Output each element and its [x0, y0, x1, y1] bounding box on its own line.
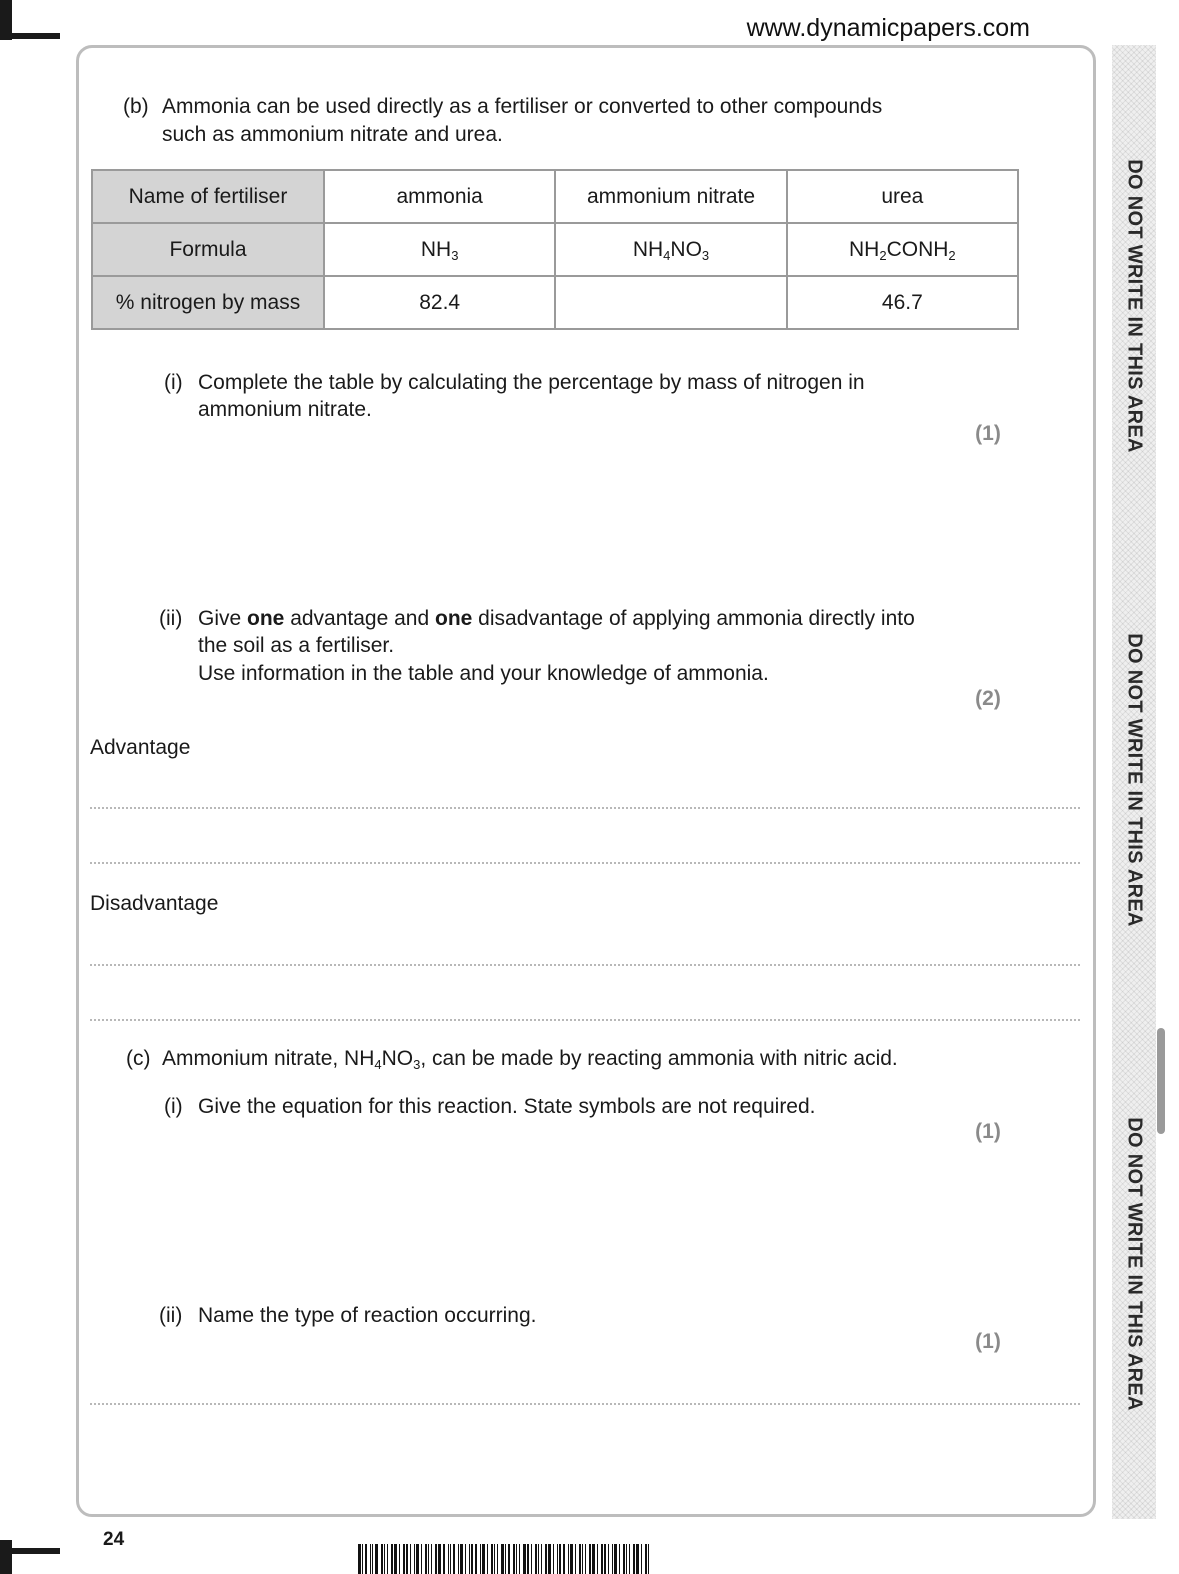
- barcode-bar: [516, 1544, 517, 1574]
- q-b-i-line1: Complete the table by calculating the percentage by mass of nitrogen in: [198, 371, 865, 394]
- barcode-bar: [541, 1544, 542, 1574]
- barcode-bar: [365, 1544, 367, 1574]
- q-b-ii-label: (ii): [159, 607, 183, 630]
- barcode-bar: [563, 1544, 565, 1574]
- barcode-bar: [450, 1544, 451, 1574]
- margin-warning-3: DO NOT WRITE IN THIS AREA: [1123, 1117, 1146, 1411]
- table-row-formula: [92, 223, 1018, 276]
- page-number: 24: [103, 1529, 125, 1550]
- barcode-bar: [559, 1544, 561, 1574]
- barcode: [358, 1544, 813, 1574]
- edge-marker-bottom: [0, 1540, 12, 1574]
- barcode-bar: [557, 1544, 558, 1574]
- barcode-bar: [387, 1544, 388, 1574]
- barcode-bar: [491, 1544, 493, 1574]
- barcode-bar: [626, 1544, 627, 1574]
- barcode-bar: [497, 1544, 498, 1574]
- q-b-i-line2: ammonium nitrate.: [198, 398, 372, 421]
- barcode-bar: [399, 1544, 400, 1574]
- barcode-bar: [453, 1544, 455, 1574]
- cell-formula-urea: $NH_2CONH_2$: [787, 223, 1018, 276]
- part-c-intro: Ammonium nitrate, $NH_4NO_3$, can be made by reacting ammonia with nitric acid.: [162, 1047, 898, 1072]
- barcode-bar: [545, 1544, 547, 1574]
- cell-name-ammonia: ammonia: [324, 170, 555, 223]
- barcode-bar: [508, 1544, 510, 1574]
- disadvantage-answer-line-2[interactable]: [90, 1019, 1080, 1021]
- part-b-intro-line1: Ammonia can be used directly as a fertiliser or converted to other compounds: [162, 95, 883, 118]
- cell-formula-ammonia: $NH_3$: [324, 223, 555, 276]
- barcode-bar: [608, 1544, 609, 1574]
- barcode-bar: [623, 1544, 625, 1574]
- barcode-bar: [425, 1544, 427, 1574]
- barcode-bar: [358, 1544, 361, 1574]
- barcode-bar: [582, 1544, 583, 1574]
- q-c-i-label: (i): [164, 1095, 183, 1118]
- barcode-bar: [614, 1544, 617, 1574]
- edge-tick-top: [0, 33, 60, 39]
- barcode-bar: [648, 1544, 649, 1574]
- barcode-bar: [501, 1544, 504, 1574]
- scrollbar-thumb[interactable]: [1157, 1028, 1165, 1134]
- barcode-bar: [416, 1544, 419, 1574]
- barcode-bar: [619, 1544, 620, 1574]
- barcode-bar: [435, 1544, 437, 1574]
- part-c-label: (c): [126, 1047, 151, 1070]
- q-c-i-marks: (1): [975, 1120, 1001, 1143]
- barcode-bar: [494, 1544, 495, 1574]
- barcode-bar: [370, 1544, 371, 1574]
- part-b-label: (b): [123, 95, 149, 118]
- barcode-bar: [592, 1544, 595, 1574]
- barcode-bar: [480, 1544, 481, 1574]
- barcode-bar: [421, 1544, 422, 1574]
- barcode-bar: [458, 1544, 459, 1574]
- barcode-bar: [538, 1544, 539, 1574]
- advantage-answer-line-1[interactable]: [90, 807, 1080, 809]
- margin-warning-1: DO NOT WRITE IN THIS AREA: [1123, 159, 1146, 453]
- q-b-ii-line1: Give one advantage and one disadvantage of applying ammonia directly into: [198, 607, 915, 630]
- site-url[interactable]: www.dynamicpapers.com: [746, 14, 1030, 42]
- barcode-bar: [375, 1544, 378, 1574]
- barcode-bar: [589, 1544, 591, 1574]
- q-c-ii-marks: (1): [975, 1330, 1001, 1353]
- cell-percent-urea: 46.7: [787, 276, 1018, 329]
- barcode-bar: [513, 1544, 515, 1574]
- barcode-bar: [570, 1544, 573, 1574]
- barcode-bar: [471, 1544, 473, 1574]
- q-b-ii-marks: (2): [975, 687, 1001, 710]
- barcode-bar: [394, 1544, 397, 1574]
- barcode-bar: [568, 1544, 569, 1574]
- barcode-bar: [465, 1544, 466, 1574]
- barcode-bar: [448, 1544, 449, 1574]
- barcode-bar: [612, 1544, 613, 1574]
- barcode-bar: [575, 1544, 576, 1574]
- q-c-ii-label: (ii): [159, 1304, 183, 1327]
- barcode-bar: [505, 1544, 506, 1574]
- barcode-bar: [482, 1544, 485, 1574]
- barcode-bar: [428, 1544, 429, 1574]
- barcode-bar: [523, 1544, 526, 1574]
- barcode-bar: [487, 1544, 488, 1574]
- cell-name-ammonium-nitrate: ammonium nitrate: [555, 170, 786, 223]
- barcode-bar: [443, 1544, 445, 1574]
- barcode-bar: [527, 1544, 529, 1574]
- barcode-bar: [475, 1544, 477, 1574]
- barcode-bar: [553, 1544, 554, 1574]
- barcode-bar: [548, 1544, 551, 1574]
- cell-percent-ammonium-nitrate[interactable]: [555, 276, 786, 329]
- barcode-bar: [438, 1544, 441, 1574]
- barcode-bar: [585, 1544, 586, 1574]
- barcode-bar: [469, 1544, 470, 1574]
- barcode-bar: [636, 1544, 639, 1574]
- barcode-bar: [597, 1544, 598, 1574]
- table-row-name: [92, 170, 1018, 223]
- row-header-percent: % nitrogen by mass: [92, 276, 324, 329]
- q-c-ii-text: Name the type of reaction occurring.: [198, 1304, 537, 1327]
- q-b-i-label: (i): [164, 371, 183, 394]
- cell-formula-ammonium-nitrate: $NH_4NO_3$: [555, 223, 786, 276]
- barcode-bar: [579, 1544, 581, 1574]
- part-b-intro-line2: such as ammonium nitrate and urea.: [162, 123, 503, 146]
- barcode-bar: [519, 1544, 520, 1574]
- barcode-bar: [604, 1544, 606, 1574]
- barcode-bar: [460, 1544, 463, 1574]
- barcode-bar: [381, 1544, 383, 1574]
- barcode-bar: [641, 1544, 642, 1574]
- barcode-bar: [403, 1544, 405, 1574]
- barcode-bar: [431, 1544, 432, 1574]
- cell-name-urea: urea: [787, 170, 1018, 223]
- row-header-formula: Formula: [92, 223, 324, 276]
- q-b-i-marks: (1): [975, 422, 1001, 445]
- fertiliser-table: [91, 169, 1019, 330]
- margin-warning-2: DO NOT WRITE IN THIS AREA: [1123, 633, 1146, 927]
- q-b-ii-line2: the soil as a fertiliser.: [198, 634, 395, 657]
- disadvantage-answer-line-1[interactable]: [90, 964, 1080, 966]
- row-header-name: Name of fertiliser: [92, 170, 324, 223]
- barcode-bar: [414, 1544, 415, 1574]
- barcode-bar: [531, 1544, 532, 1574]
- q-c-ii-answer-line[interactable]: [90, 1403, 1080, 1405]
- barcode-bar: [601, 1544, 603, 1574]
- advantage-label: Advantage: [90, 736, 191, 759]
- barcode-bar: [535, 1544, 537, 1574]
- table-row-percent: [92, 276, 1018, 329]
- advantage-answer-line-2[interactable]: [90, 862, 1080, 864]
- q-b-ii-line3: Use information in the table and your knowledge of ammonia.: [198, 662, 769, 685]
- barcode-bar: [372, 1544, 373, 1574]
- disadvantage-label: Disadvantage: [90, 892, 219, 915]
- barcode-bar: [362, 1544, 363, 1574]
- barcode-bar: [384, 1544, 385, 1574]
- barcode-bar: [633, 1544, 635, 1574]
- q-c-i-text: Give the equation for this reaction. State symbols are not required.: [198, 1095, 816, 1118]
- barcode-bar: [406, 1544, 408, 1574]
- barcode-bar: [645, 1544, 647, 1574]
- barcode-bar: [629, 1544, 630, 1574]
- barcode-bar: [391, 1544, 393, 1574]
- barcode-bar: [410, 1544, 411, 1574]
- cell-percent-ammonia: 82.4: [324, 276, 555, 329]
